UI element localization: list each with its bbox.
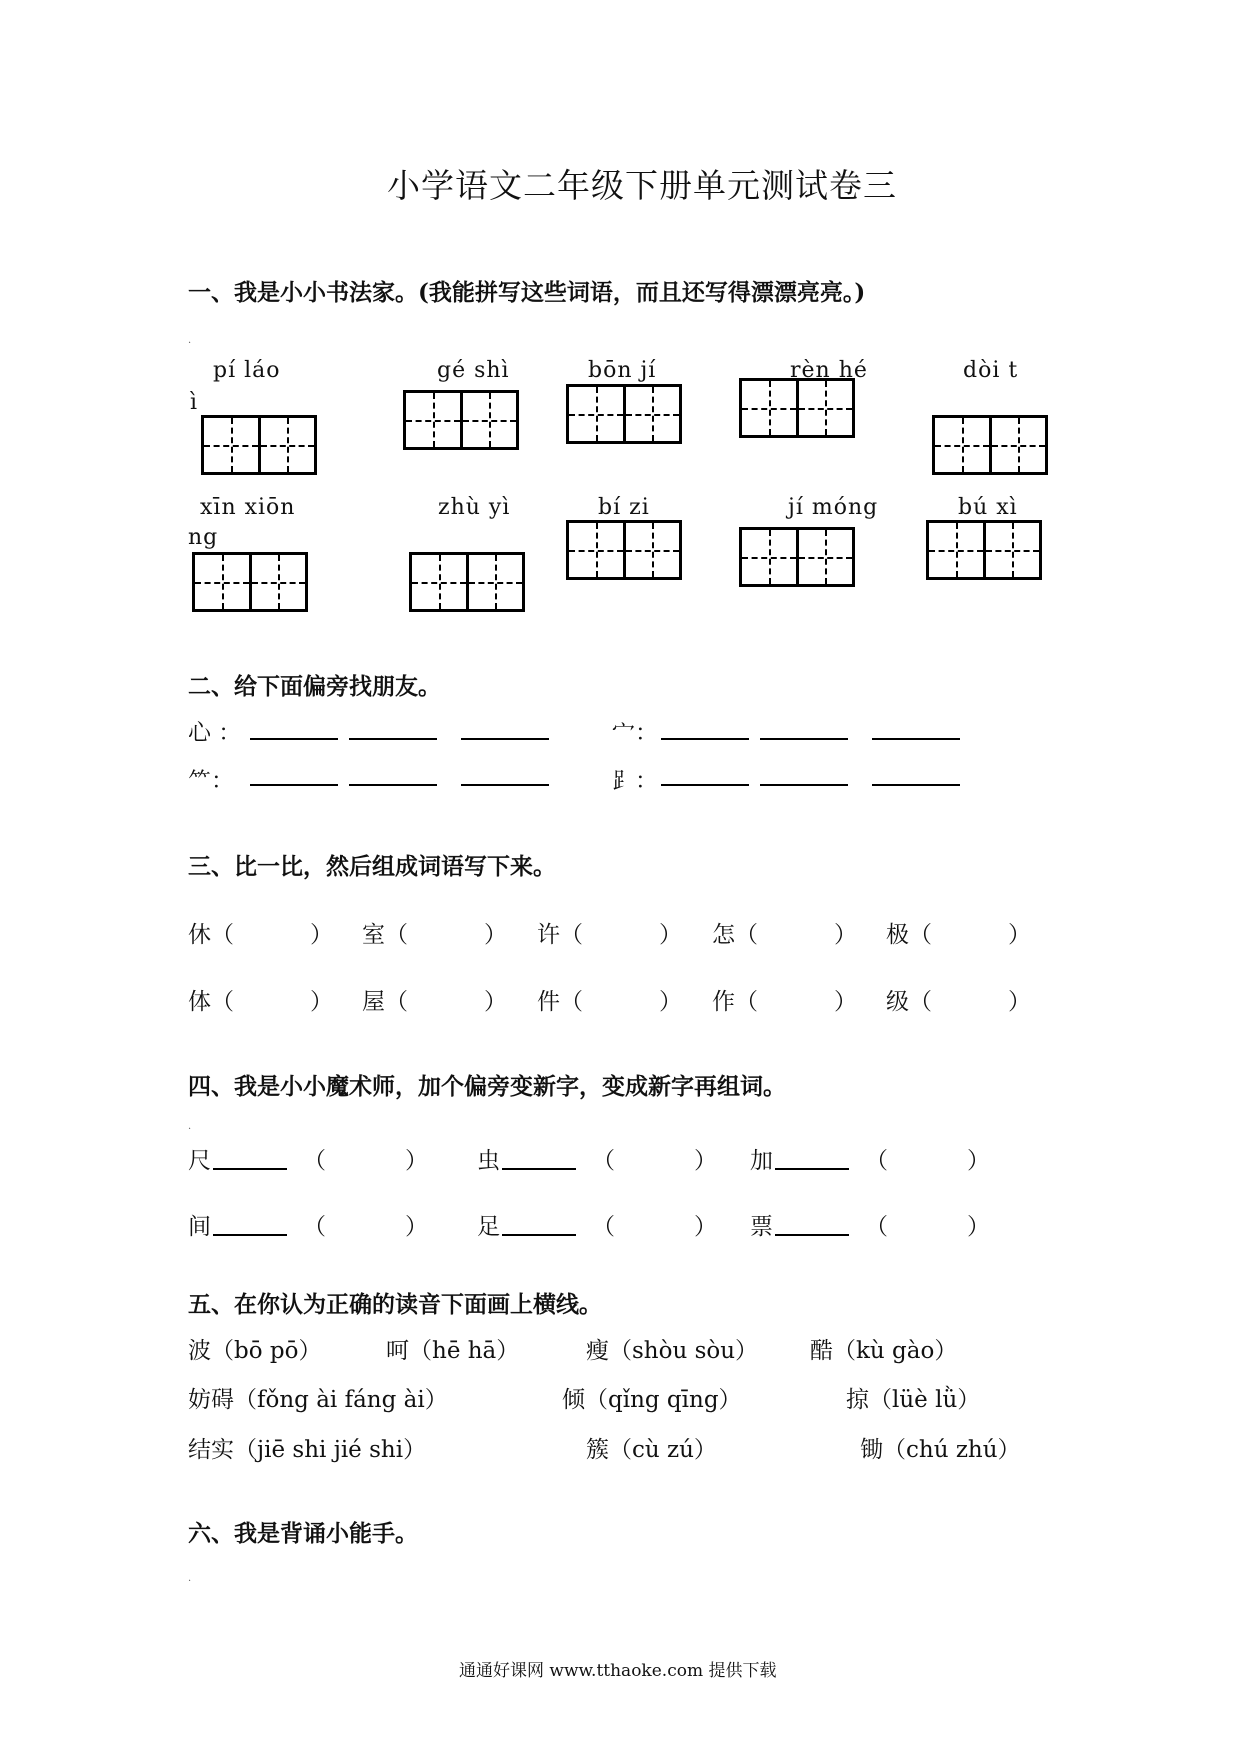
section-6-heading: 六、我是背诵小能手。 xyxy=(188,1520,418,1547)
answer-blank[interactable] xyxy=(872,784,960,786)
writing-grid[interactable] xyxy=(926,520,1042,580)
paren-open: （ xyxy=(303,1148,326,1174)
radical-label: 宀： xyxy=(612,720,658,746)
compare-item-close: ） xyxy=(484,922,507,948)
pinyin-label: jí móng xyxy=(788,495,879,520)
section-4-heading: 四、我是小小魔术师，加个偏旁变新字，变成新字再组词。 xyxy=(188,1073,786,1100)
base-character: 足 xyxy=(477,1214,500,1240)
answer-blank[interactable] xyxy=(661,784,749,786)
compare-item: 体（ xyxy=(188,989,234,1015)
reading-choice[interactable]: 倾（qǐng qīng） xyxy=(562,1387,742,1413)
paren-open: （ xyxy=(865,1148,888,1174)
answer-blank[interactable] xyxy=(502,1234,576,1236)
answer-blank[interactable] xyxy=(502,1168,576,1170)
pinyin-label: xīn xiōn xyxy=(200,495,296,520)
answer-blank[interactable] xyxy=(250,738,338,740)
reading-choice[interactable]: 簇（cù zú） xyxy=(586,1437,717,1463)
compare-item: 休（ xyxy=(188,922,234,948)
answer-blank[interactable] xyxy=(461,784,549,786)
pinyin-label: gé shì xyxy=(437,358,510,383)
compare-item-close: ） xyxy=(834,922,857,948)
radical-label: ⺮： xyxy=(188,768,234,794)
writing-grid[interactable] xyxy=(739,378,855,438)
paren-open: （ xyxy=(303,1214,326,1240)
answer-blank[interactable] xyxy=(872,738,960,740)
compare-item: 许（ xyxy=(537,922,583,948)
base-character: 加 xyxy=(750,1148,773,1174)
section-5-heading: 五、在你认为正确的读音下面画上横线。 xyxy=(188,1291,602,1318)
section-1-heading: 一、我是小小书法家。(我能拼写这些词语，而且还写得漂漂亮亮。) xyxy=(188,279,866,306)
reading-choice[interactable]: 妨碍（fǒng ài fáng ài） xyxy=(188,1387,448,1413)
reading-choice[interactable]: 波（bō pō） xyxy=(188,1338,322,1364)
writing-grid[interactable] xyxy=(201,415,317,475)
writing-grid[interactable] xyxy=(932,415,1048,475)
radical-label: ⻊： xyxy=(612,768,658,794)
pinyin-label: ì xyxy=(190,390,199,415)
page-title: 小学语文二年级下册单元测试卷三 xyxy=(387,166,897,205)
reading-choice[interactable]: 酷（kù gào） xyxy=(810,1338,958,1364)
pinyin-label: pí láo xyxy=(213,358,281,383)
base-character: 间 xyxy=(188,1214,211,1240)
paren-close: ） xyxy=(967,1148,990,1174)
answer-blank[interactable] xyxy=(775,1234,849,1236)
pinyin-label: bí zi xyxy=(598,495,650,520)
section-3-heading: 三、比一比，然后组成词语写下来。 xyxy=(188,853,556,880)
paren-open: （ xyxy=(865,1214,888,1240)
writing-grid[interactable] xyxy=(739,527,855,587)
paren-close: ） xyxy=(694,1214,717,1240)
pinyin-label: bōn jí xyxy=(588,358,657,383)
pinyin-label: rèn hé xyxy=(790,358,868,383)
writing-grid[interactable] xyxy=(409,552,525,612)
pinyin-label: ng xyxy=(188,525,219,550)
writing-grid[interactable] xyxy=(566,384,682,444)
compare-item: 极（ xyxy=(886,922,932,948)
answer-blank[interactable] xyxy=(213,1168,287,1170)
compare-item-close: ） xyxy=(484,989,507,1015)
answer-blank[interactable] xyxy=(760,738,848,740)
reading-choice[interactable]: 掠（lüè lǜ） xyxy=(846,1387,981,1413)
reading-choice[interactable]: 瘦（shòu sòu） xyxy=(586,1338,759,1364)
pinyin-label: dòi t xyxy=(963,358,1019,383)
compare-item-close: ） xyxy=(659,989,682,1015)
section-2-heading: 二、给下面偏旁找朋友。 xyxy=(188,673,441,700)
compare-item: 屋（ xyxy=(362,989,408,1015)
answer-blank[interactable] xyxy=(661,738,749,740)
reading-choice[interactable]: 呵（hē hā） xyxy=(386,1338,520,1364)
paren-close: ） xyxy=(967,1214,990,1240)
compare-item: 怎（ xyxy=(712,922,758,948)
reading-choice[interactable]: 结实（jiē shi jié shi） xyxy=(188,1437,427,1463)
compare-item-close: ） xyxy=(1008,922,1031,948)
compare-item-close: ） xyxy=(310,989,333,1015)
radical-label: 心 ： xyxy=(188,720,242,746)
page-footer: 通通好课网 www.tthaoke.com 提供下载 xyxy=(459,1661,777,1681)
compare-item: 级（ xyxy=(886,989,932,1015)
compare-item-close: ） xyxy=(310,922,333,948)
compare-item: 件（ xyxy=(537,989,583,1015)
writing-grid[interactable] xyxy=(403,390,519,450)
decorative-dot: · xyxy=(188,1124,192,1135)
answer-blank[interactable] xyxy=(349,784,437,786)
base-character: 票 xyxy=(750,1214,773,1240)
compare-item: 室（ xyxy=(362,922,408,948)
answer-blank[interactable] xyxy=(775,1168,849,1170)
base-character: 尺 xyxy=(188,1148,211,1174)
paren-close: ） xyxy=(694,1148,717,1174)
writing-grid[interactable] xyxy=(192,552,308,612)
answer-blank[interactable] xyxy=(250,784,338,786)
pinyin-label: zhù yì xyxy=(438,495,511,520)
pinyin-label: bú xì xyxy=(958,495,1018,520)
answer-blank[interactable] xyxy=(461,738,549,740)
writing-grid[interactable] xyxy=(566,520,682,580)
decorative-dot: · xyxy=(188,1576,192,1587)
compare-item-close: ） xyxy=(1008,989,1031,1015)
answer-blank[interactable] xyxy=(760,784,848,786)
compare-item-close: ） xyxy=(659,922,682,948)
answer-blank[interactable] xyxy=(349,738,437,740)
compare-item-close: ） xyxy=(834,989,857,1015)
reading-choice[interactable]: 锄（chú zhú） xyxy=(860,1437,1021,1463)
paren-close: ） xyxy=(405,1148,428,1174)
answer-blank[interactable] xyxy=(213,1234,287,1236)
base-character: 虫 xyxy=(477,1148,500,1174)
paren-close: ） xyxy=(405,1214,428,1240)
decorative-dot: · xyxy=(188,338,192,349)
compare-item: 作（ xyxy=(712,989,758,1015)
paren-open: （ xyxy=(592,1148,615,1174)
paren-open: （ xyxy=(592,1214,615,1240)
